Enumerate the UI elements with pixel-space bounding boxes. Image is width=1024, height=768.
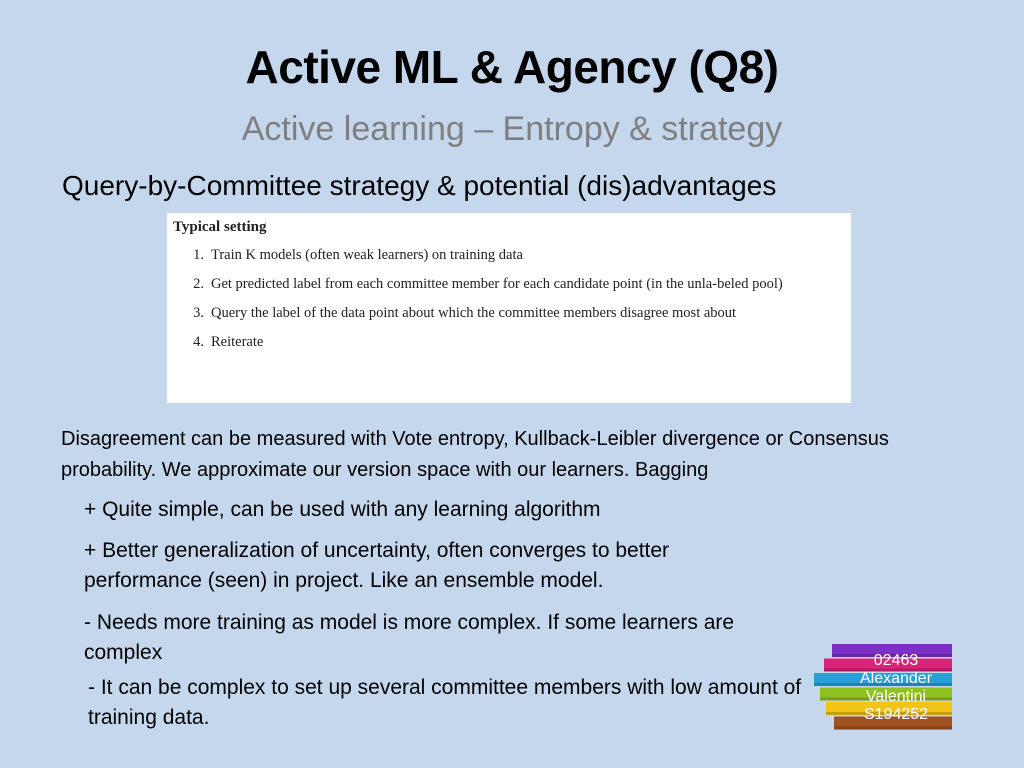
step-text: Reiterate: [211, 334, 264, 350]
disadvantage-bullet-training: - Needs more training as model is more complex. If some learners are complex: [84, 611, 735, 664]
list-item: [173, 274, 845, 294]
step-text: Get predicted label from each committee member for each candidate point (in the unla-beled pool): [211, 276, 783, 292]
slide-title: Active ML & Agency (Q8): [245, 41, 779, 93]
author-badge-text: [838, 652, 954, 724]
step-number: 4.: [193, 334, 204, 350]
disagreement-paragraph: Disagreement can be measured with Vote entropy, Kullback-Leibler divergence or Consensus probability. We approximate our version space with our learners. Bagging: [61, 428, 889, 481]
typical-setting-box: [167, 213, 851, 403]
step-text: Query the label of the data point about which the committee members disagree most about: [211, 305, 737, 321]
box-title: Typical setting: [173, 219, 267, 235]
step-number: 3.: [193, 305, 204, 321]
author-last-name: Valentini: [865, 688, 927, 705]
list-item: [173, 245, 845, 265]
badge-bar-shadow: [834, 727, 952, 730]
step-text: Train K models (often weak learners) on training data: [211, 247, 523, 263]
list-item: [173, 303, 845, 323]
slide-subtitle: Active learning – Entropy & strategy: [241, 110, 783, 148]
setting-steps-list: [173, 245, 845, 352]
disadvantage-bullet-setup: - It can be complex to set up several committee members with low amount of training data.: [88, 676, 802, 729]
author-first-name: Alexander: [859, 670, 933, 687]
list-item: [173, 332, 845, 352]
advantage-bullet-generalization: + Better generalization of uncertainty, often converges to better performance (seen) in project. Like an ensemble model.: [84, 539, 670, 592]
student-id: S194252: [863, 706, 929, 723]
course-code: 02463: [873, 652, 919, 669]
step-number: 2.: [193, 276, 204, 292]
advantage-bullet-simple: + Quite simple, can be used with any learning algorithm: [84, 498, 601, 521]
step-number: 1.: [193, 247, 204, 263]
section-heading: Query-by-Committee strategy & potential (dis)advantages: [62, 170, 777, 201]
